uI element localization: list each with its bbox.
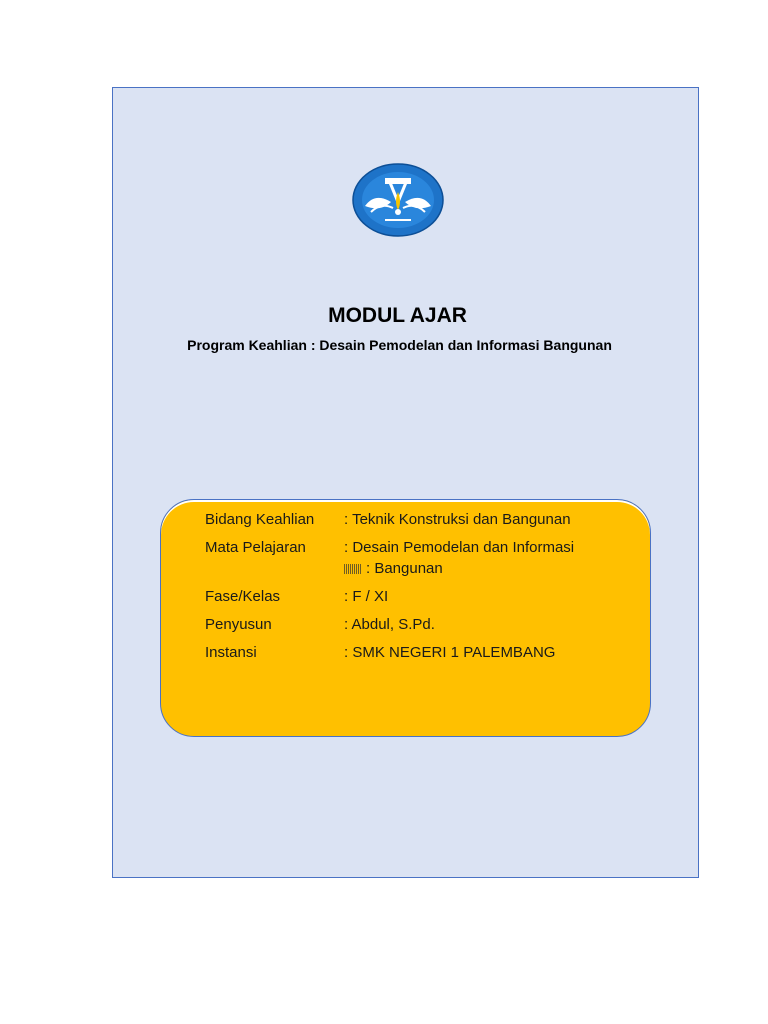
document-title: MODUL AJAR (328, 304, 467, 327)
info-label: Bidang Keahlian (205, 511, 315, 528)
info-value: : SMK NEGERI 1 PALEMBANG (344, 644, 556, 661)
tab-marker-icon (344, 564, 362, 574)
info-value: : Abdul, S.Pd. (344, 616, 435, 633)
info-value: : Teknik Konstruksi dan Bangunan (344, 511, 571, 528)
info-value: : Desain Pemodelan dan Informasi (344, 539, 575, 556)
info-label: Instansi (205, 644, 257, 661)
tut-wuri-handayani-emblem-icon (351, 162, 445, 238)
info-box (160, 499, 651, 737)
info-label: Fase/Kelas (205, 588, 281, 605)
info-value: : F / XI (344, 588, 389, 605)
info-value-continuation-text: : Bangunan (366, 560, 443, 577)
info-value-continuation (344, 560, 443, 577)
document-page (112, 87, 699, 878)
info-label: Mata Pelajaran (205, 539, 306, 556)
info-label: Penyusun (205, 616, 272, 633)
document-subtitle: Program Keahlian : Desain Pemodelan dan Informasi Bangunan (187, 337, 612, 353)
